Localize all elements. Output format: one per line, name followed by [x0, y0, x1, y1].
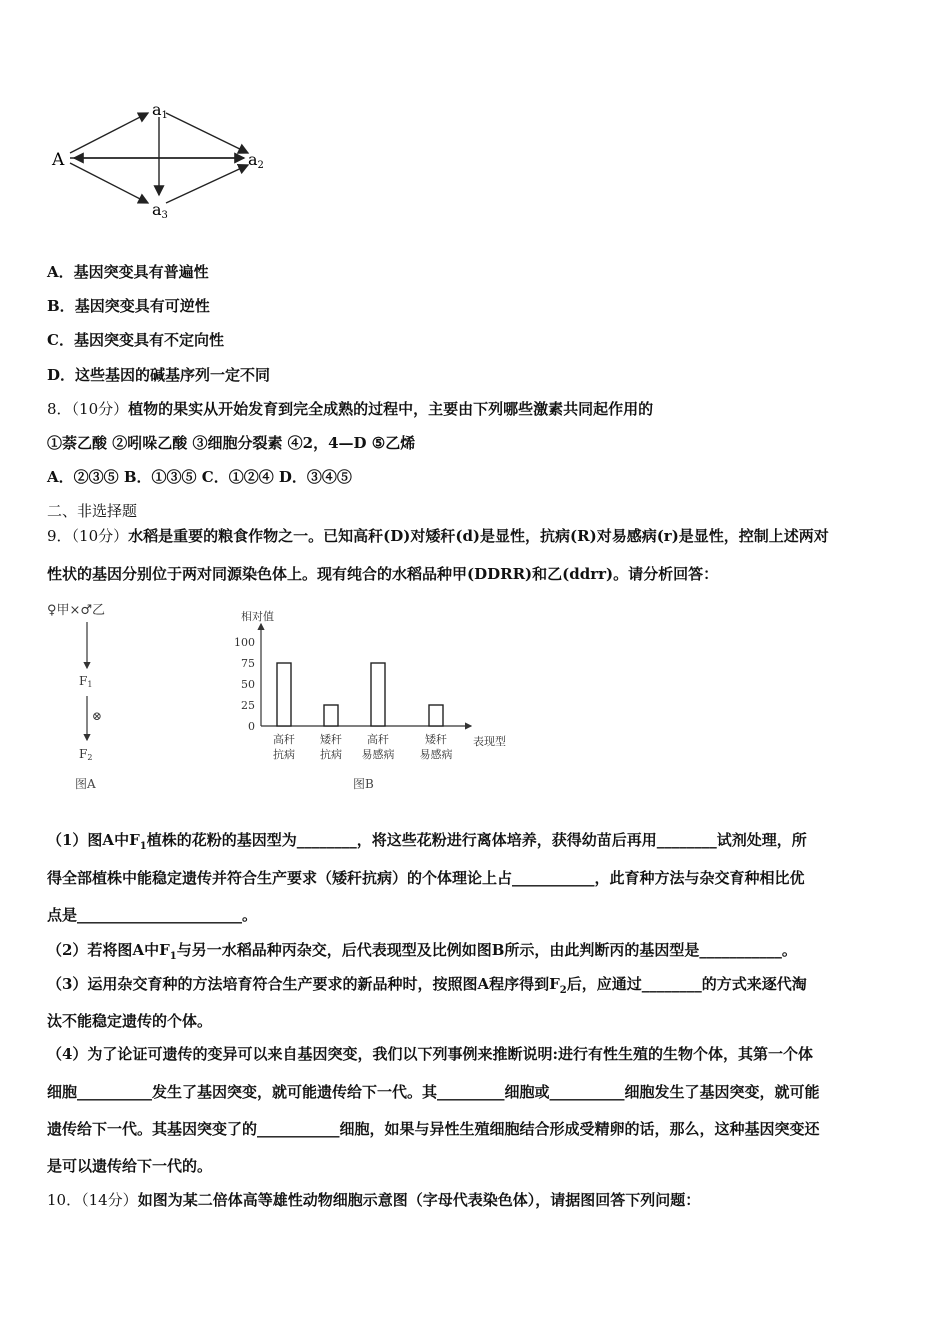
cross-label: ♀甲×♂乙 [47, 603, 106, 618]
q9-p1-line2: 得全部植株中能稳定遗传并符合生产要求（矮秆抗病）的个体理论上占___________，此育种方法与杂交育种相比优 [47, 869, 805, 887]
y-tick-label: 100 [234, 636, 255, 649]
q7-option-c: C．基因突变具有不定向性 [47, 331, 224, 349]
node-a1: a1 [152, 100, 168, 121]
figure-a-caption: 图A [75, 777, 96, 791]
node-a2: a2 [248, 150, 264, 171]
figure-a [45, 598, 155, 798]
f1-label: F1 [79, 674, 93, 689]
q8-stem: 8．（10分）植物的果实从开始发育到完全成熟的过程中，主要由下列哪些激素共同起作用的 [47, 400, 654, 418]
x-category-label: 矮秆 [425, 733, 447, 746]
x-category-label: 抗病 [273, 748, 295, 761]
figure-b-chart [225, 598, 525, 798]
q7-option-b: B．基因突变具有可逆性 [47, 297, 210, 315]
node-A: A [52, 150, 65, 170]
allele-diagram [40, 95, 280, 225]
x-category-label: 高秆 [273, 733, 295, 746]
q7-option-a: A．基因突变具有普遍性 [47, 263, 209, 281]
y-tick-label: 0 [248, 720, 255, 733]
bar [429, 705, 443, 726]
q9-p4-line4: 是可以遗传给下一代的。 [47, 1157, 213, 1175]
section-title: 二、非选择题 [47, 502, 138, 520]
f2-label: F2 [79, 747, 93, 762]
y-tick-label: 75 [241, 657, 255, 670]
q9-p2: （2）若将图A中$F_1$与另一水稻品种丙杂交，后代表现型及比例如图B所示，由此判断丙的基因型是___________。 [47, 941, 797, 962]
node-a3: a3 [152, 200, 168, 221]
q10-stem: 10．（14分）如图为某二倍体高等雄性动物细胞示意图（字母代表染色体），请据图回答下列问题： [47, 1191, 701, 1209]
figure-b-caption: 图B [353, 777, 374, 791]
x-category-label: 易感病 [361, 748, 395, 761]
q9-p1-line1: （1）图A中$F_1$植株的花粉的基因型为________，将这些花粉进行离体培养，获得幼苗后再用________试剂处理，所 [47, 831, 807, 852]
q9-stem-line1: 9．（10分）水稻是重要的粮食作物之一。已知高秆(D)对矮秆(d)是显性，抗病(R)对易感病(r)是显性，控制上述两对 [47, 527, 829, 545]
x-category-label: 抗病 [320, 748, 342, 761]
q9-p4-line1: （4）为了论证可遗传的变异可以来自基因突变，我们以下列事例来推断说明:进行有性生殖的生物个体，其第一个体 [47, 1045, 813, 1063]
bar [277, 663, 291, 726]
q8-items: ①萘乙酸 ②吲哚乙酸 ③细胞分裂素 ④2，4—D ⑤乙烯 [47, 434, 416, 452]
bar [371, 663, 385, 726]
q9-p4-line2: 细胞__________发生了基因突变，就可能遗传给下一代。其_________细胞或__________细胞发生了基因突变，就可能 [47, 1083, 820, 1101]
self-cross-symbol: ⊗ [92, 709, 103, 723]
arrow-a-to-a1 [70, 113, 148, 153]
y-tick-label: 50 [241, 678, 255, 691]
q9-p1-line3: 点是______________________。 [47, 906, 258, 924]
q9-p4-line3: 遗传给下一代。其基因突变了的___________细胞，如果与异性生殖细胞结合形成受精卵的话，那么，这种基因突变还 [47, 1120, 820, 1138]
q8-choices: A．②③⑤ B．①③⑤ C．①②④ D．③④⑤ [47, 468, 352, 486]
arrow-a-to-a3 [70, 163, 148, 203]
q7-option-d: D．这些基因的碱基序列一定不同 [47, 366, 271, 384]
arrow-a3-to-a2 [166, 165, 248, 203]
x-category-label: 易感病 [419, 748, 453, 761]
x-category-label: 高秆 [367, 733, 389, 746]
y-axis-label: 相对值 [241, 610, 274, 623]
x-axis-label: 表现型 [473, 735, 506, 748]
y-tick-label: 25 [241, 699, 255, 712]
x-category-label: 矮秆 [320, 733, 342, 746]
bar [324, 705, 338, 726]
q9-stem-line2: 性状的基因分别位于两对同源染色体上。现有纯合的水稻品种甲(DDRR)和乙(ddrr)。请分析回答： [47, 565, 719, 583]
q9-p3-line1: （3）运用杂交育种的方法培育符合生产要求的新品种时，按照图A程序得到$F_2$后，应通过________的方式来逐代淘 [47, 975, 807, 996]
arrow-a1-to-a2 [166, 113, 248, 153]
q9-p3-line2: 汰不能稳定遗传的个体。 [47, 1012, 213, 1030]
